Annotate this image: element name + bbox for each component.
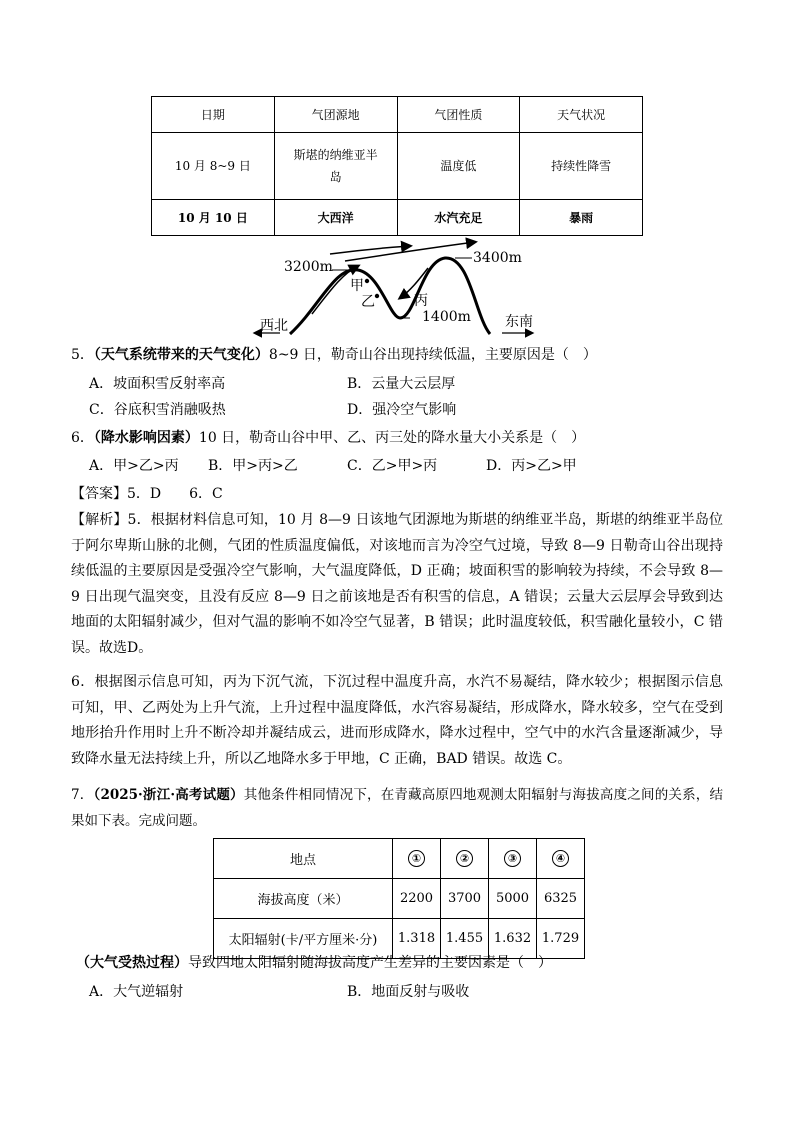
- location-2-marker: ②: [456, 850, 473, 867]
- direction-southeast-label: 东南: [505, 314, 533, 330]
- row-label-radiation: 太阳辐射(卡/平方厘米·分): [214, 919, 393, 959]
- question-6-option-b: B．甲>丙>乙: [208, 458, 298, 474]
- table-header: 气团性质: [397, 97, 520, 133]
- direction-northwest-label: 西北: [260, 318, 288, 334]
- altitude-label-3200: 3200m: [284, 259, 333, 275]
- table-cell: 10 月 8~9 日: [152, 133, 275, 200]
- question-6-stem: 6．（降水影响因素）10 日，勒奇山谷中甲、乙、丙三处的降水量大小关系是（ ）: [71, 430, 586, 446]
- air-mass-table: [151, 96, 643, 236]
- table-cell: 2200: [393, 879, 441, 919]
- location-4-marker: ④: [552, 850, 569, 867]
- point-yi-label: 乙: [361, 294, 375, 310]
- answer-line: 【答案】5．D 6．C: [71, 486, 223, 502]
- question-5-option-a: A．坡面积雪反射率高: [89, 376, 226, 392]
- question-tag: （大气受热过程）: [76, 955, 188, 971]
- question-7-substem: （大气受热过程）导致四地太阳辐射随海拔高度产生差异的主要因素是（ ）: [76, 955, 552, 971]
- point-jia-label: 甲: [350, 278, 364, 294]
- table-header: 地点: [214, 839, 393, 879]
- question-tag: （2025·浙江·高考试题）: [93, 787, 244, 803]
- question-6-option-c: C．乙>甲>丙: [347, 458, 438, 474]
- table-cell: 水汽充足: [397, 200, 520, 236]
- table-cell: 持续性降雪: [520, 133, 643, 200]
- point-bing-label: 丙: [414, 293, 428, 309]
- table-cell: 大西洋: [274, 200, 397, 236]
- table-cell: 10 月 10 日: [152, 200, 275, 236]
- analysis-5: 【解析】5．根据材料信息可知，10 月 8—9 日该地气团源地为斯堪的纳维亚半岛，斯堪的纳维亚半岛位于阿尔卑斯山脉的北侧，气团的性质温度偏低，对该地而言为冷空气过境，导致 8—9 日勒奇山谷出现持续低温的主要原因是受强冷空气影响，大气温度降低，D 正确；坡面积雪的影响较为持续，不会导致 8—9 日出现气温突变，且没有反应 8—9 日之前该地是否有积雪的信息，A 错误；云量大云层厚会导致到达地面的太阳辐射减少，但对气温的影响不如冷空气显著，B 错误；此时温度较低，积雪融化量较小，C 错误。故选D。: [71, 512, 723, 656]
- location-1-marker: ①: [408, 850, 425, 867]
- analysis-6: 6．根据图示信息可知，丙为下沉气流，下沉过程中温度升高，水汽不易凝结，降水较少；根据图示信息可知，甲、乙两处为上升气流，上升过程中温度降低，水汽容易凝结，形成降水，降水较多，空气在受到地形抬升作用时上升不断冷却并凝结成云，进而形成降水，降水过程中，空气中的水汽含量逐渐减少，导致降水量无法持续上升，所以乙地降水多于甲地，C 正确，BAD 错误。故选 C。: [71, 674, 723, 767]
- altitude-label-3400: 3400m: [473, 250, 522, 266]
- table-cell: 1.455: [441, 919, 489, 959]
- table-cell: 3700: [441, 879, 489, 919]
- table-cell: 1.729: [537, 919, 585, 959]
- question-6-option-d: D．丙>乙>甲: [486, 458, 577, 474]
- table-cell: 6325: [537, 879, 585, 919]
- question-6-option-a: A．甲>乙>丙: [89, 458, 179, 474]
- solar-radiation-table: [213, 838, 585, 959]
- table-header: 气团源地: [274, 97, 397, 133]
- question-7-option-a: A．大气逆辐射: [89, 984, 184, 1000]
- question-5-option-c: C．谷底积雪消融吸热: [89, 402, 226, 418]
- question-tag: （降水影响因素）: [93, 430, 199, 446]
- table-cell: 斯堪的纳维亚半岛: [274, 133, 397, 200]
- question-tag: （天气系统带来的天气变化）: [93, 347, 269, 363]
- question-5-option-d: D．强冷空气影响: [347, 402, 457, 418]
- question-7-option-b: B．地面反射与吸收: [347, 984, 470, 1000]
- table-cell: 1.318: [393, 919, 441, 959]
- table-cell: 1.632: [489, 919, 537, 959]
- question-5-stem: 5．（天气系统带来的天气变化）8~9 日，勒奇山谷出现持续低温，主要原因是（ ）: [71, 347, 597, 363]
- altitude-label-1400: 1400m: [422, 309, 471, 325]
- table-cell: 5000: [489, 879, 537, 919]
- question-5-option-b: B．云量大云层厚: [347, 376, 456, 392]
- table-cell: 温度低: [397, 133, 520, 200]
- question-7-stem: 7．（2025·浙江·高考试题）其他条件相同情况下，在青藏高原四地观测太阳辐射与海拔高度之间的关系，结果如下表。完成问题。: [71, 787, 723, 829]
- table-header: 天气状况: [520, 97, 643, 133]
- table-cell: 暴雨: [520, 200, 643, 236]
- location-3-marker: ③: [504, 850, 521, 867]
- table-header: 日期: [152, 97, 275, 133]
- point-yi-dot: [375, 294, 379, 298]
- row-label-altitude: 海拔高度（米）: [214, 879, 393, 919]
- point-jia-dot: [365, 279, 369, 283]
